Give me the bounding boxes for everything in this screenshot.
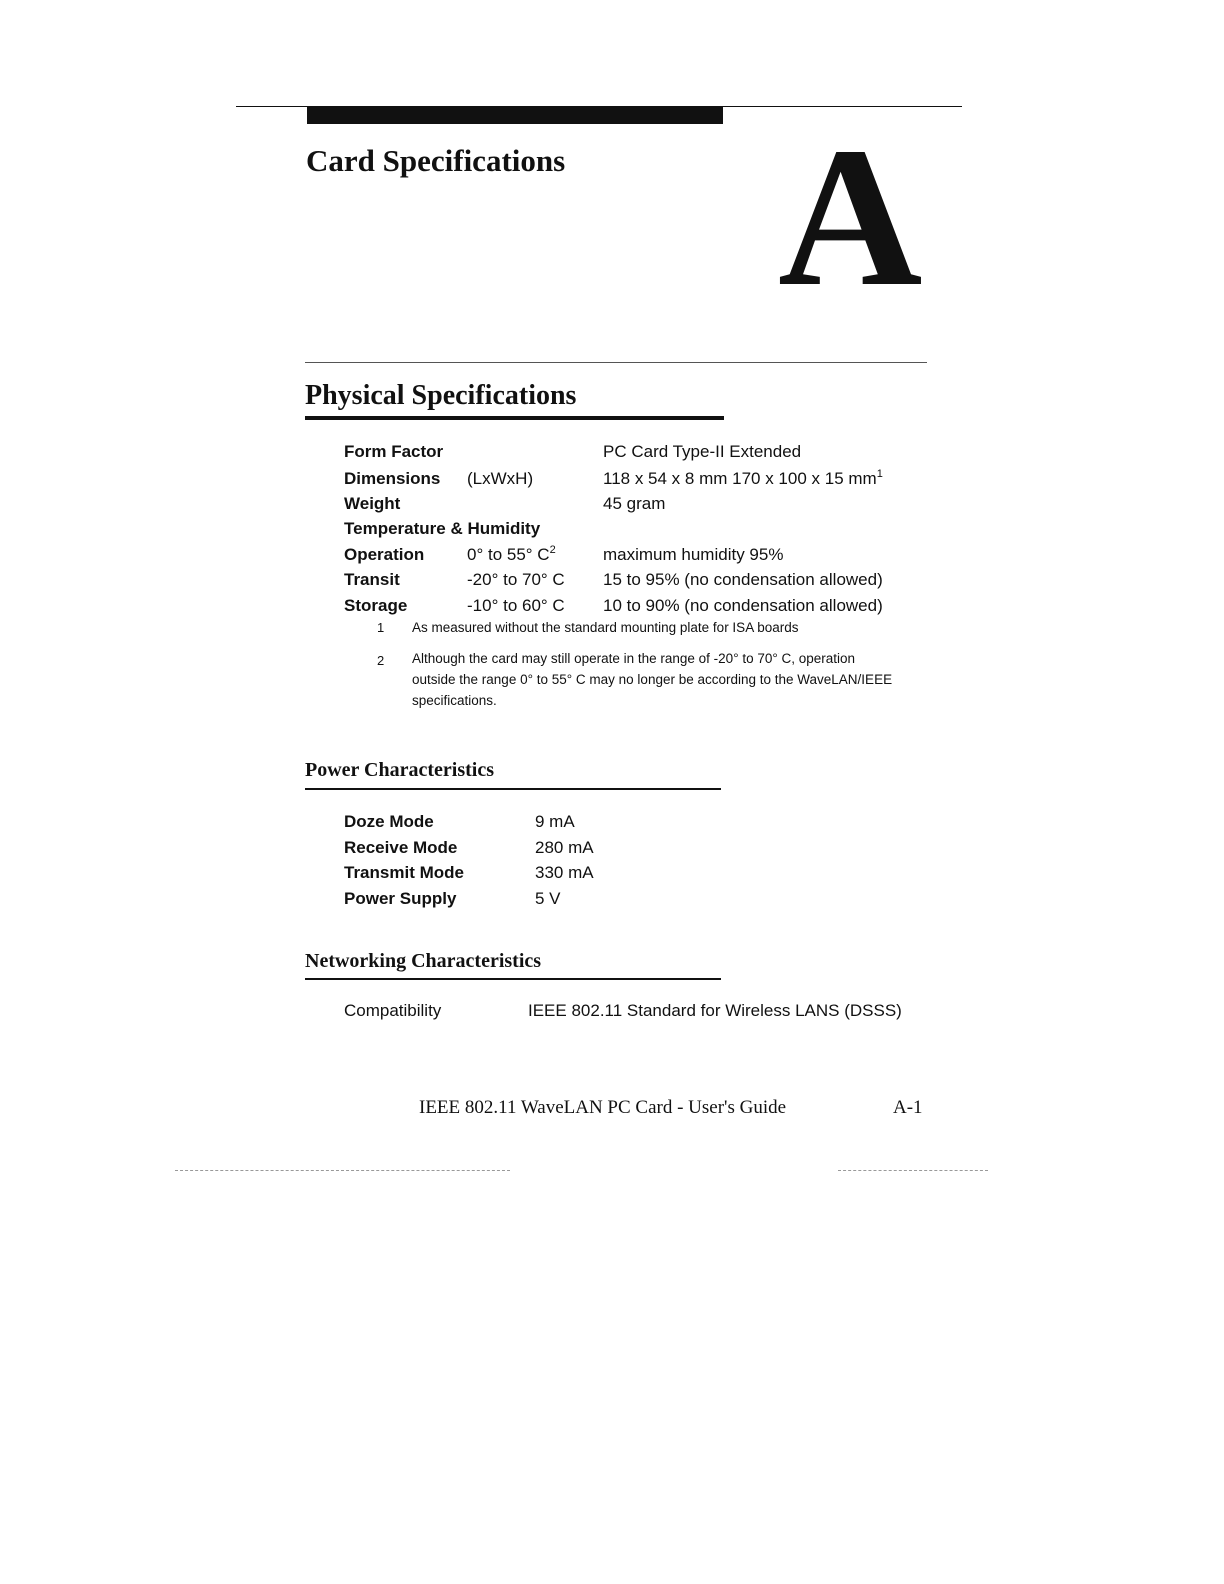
section-top-rule	[305, 362, 927, 363]
power-row-value: 5 V	[535, 889, 561, 908]
power-row-label: Transmit Mode	[344, 863, 464, 882]
storage-range: -10° to 60° C	[467, 596, 565, 615]
operation-value: maximum humidity 95%	[603, 545, 784, 564]
storage-value: 10 to 90% (no condensation allowed)	[603, 596, 883, 615]
footnote-1-text: As measured without the standard mounting plate for ISA boards	[412, 620, 799, 635]
power-row-value: 330 mA	[535, 863, 594, 882]
weight-label: Weight	[344, 494, 401, 513]
power-row-label: Doze Mode	[344, 812, 434, 831]
transit-value: 15 to 95% (no condensation allowed)	[603, 570, 883, 589]
storage-label: Storage	[344, 596, 408, 615]
transit-label: Transit	[344, 570, 400, 589]
footnote-2-number: 2	[377, 653, 385, 668]
operation-range-wrap	[467, 545, 556, 565]
operation-label: Operation	[344, 545, 425, 564]
power-heading: Power Characteristics	[305, 759, 495, 781]
operation-footnote-ref: 2	[549, 544, 556, 556]
page-number: A-1	[893, 1097, 923, 1118]
chapter-letter: A	[778, 107, 923, 328]
footer-title: IEEE 802.11 WaveLAN PC Card - User's Guide	[419, 1097, 787, 1118]
chapter-top-bar	[307, 107, 723, 124]
dimensions-label: Dimensions	[344, 469, 441, 488]
dimensions-value: 118 x 54 x 8 mm 170 x 100 x 15 mm	[603, 469, 877, 488]
weight-value: 45 gram	[603, 494, 666, 513]
scan-edge-line-left	[175, 1170, 510, 1171]
chapter-title: Card Specifications	[306, 143, 566, 178]
temperature-heading: Temperature & Humidity	[344, 519, 541, 538]
power-heading-rule	[305, 788, 721, 790]
physical-heading: Physical Specifications	[305, 380, 577, 411]
physical-heading-rule	[305, 416, 724, 420]
footnote-2-text: Although the card may still operate in the range of -20° to 70° C, operation outside the range 0° to 55° C may no longer be according to the WaveLAN/IEEE specifications.	[412, 651, 893, 708]
dimensions-qualifier: (LxWxH)	[467, 469, 534, 488]
operation-range: 0° to 55° C	[467, 545, 550, 564]
compatibility-value: IEEE 802.11 Standard for Wireless LANS (DSSS)	[528, 1001, 902, 1020]
power-row-label: Power Supply	[344, 889, 457, 908]
power-row-label: Receive Mode	[344, 838, 458, 857]
power-row-value: 280 mA	[535, 838, 594, 857]
form-factor-value: PC Card Type-II Extended	[603, 442, 802, 461]
transit-range: -20° to 70° C	[467, 570, 565, 589]
networking-heading-rule	[305, 978, 721, 980]
compatibility-label: Compatibility	[344, 1001, 442, 1020]
dimensions-footnote-ref: 1	[876, 468, 883, 480]
scan-edge-line-right	[838, 1170, 988, 1171]
form-factor-label: Form Factor	[344, 442, 444, 461]
power-row-value: 9 mA	[535, 812, 575, 831]
networking-heading: Networking Characteristics	[305, 950, 542, 972]
footnote-1-number: 1	[377, 620, 385, 635]
dimensions-value-wrap	[603, 469, 883, 489]
